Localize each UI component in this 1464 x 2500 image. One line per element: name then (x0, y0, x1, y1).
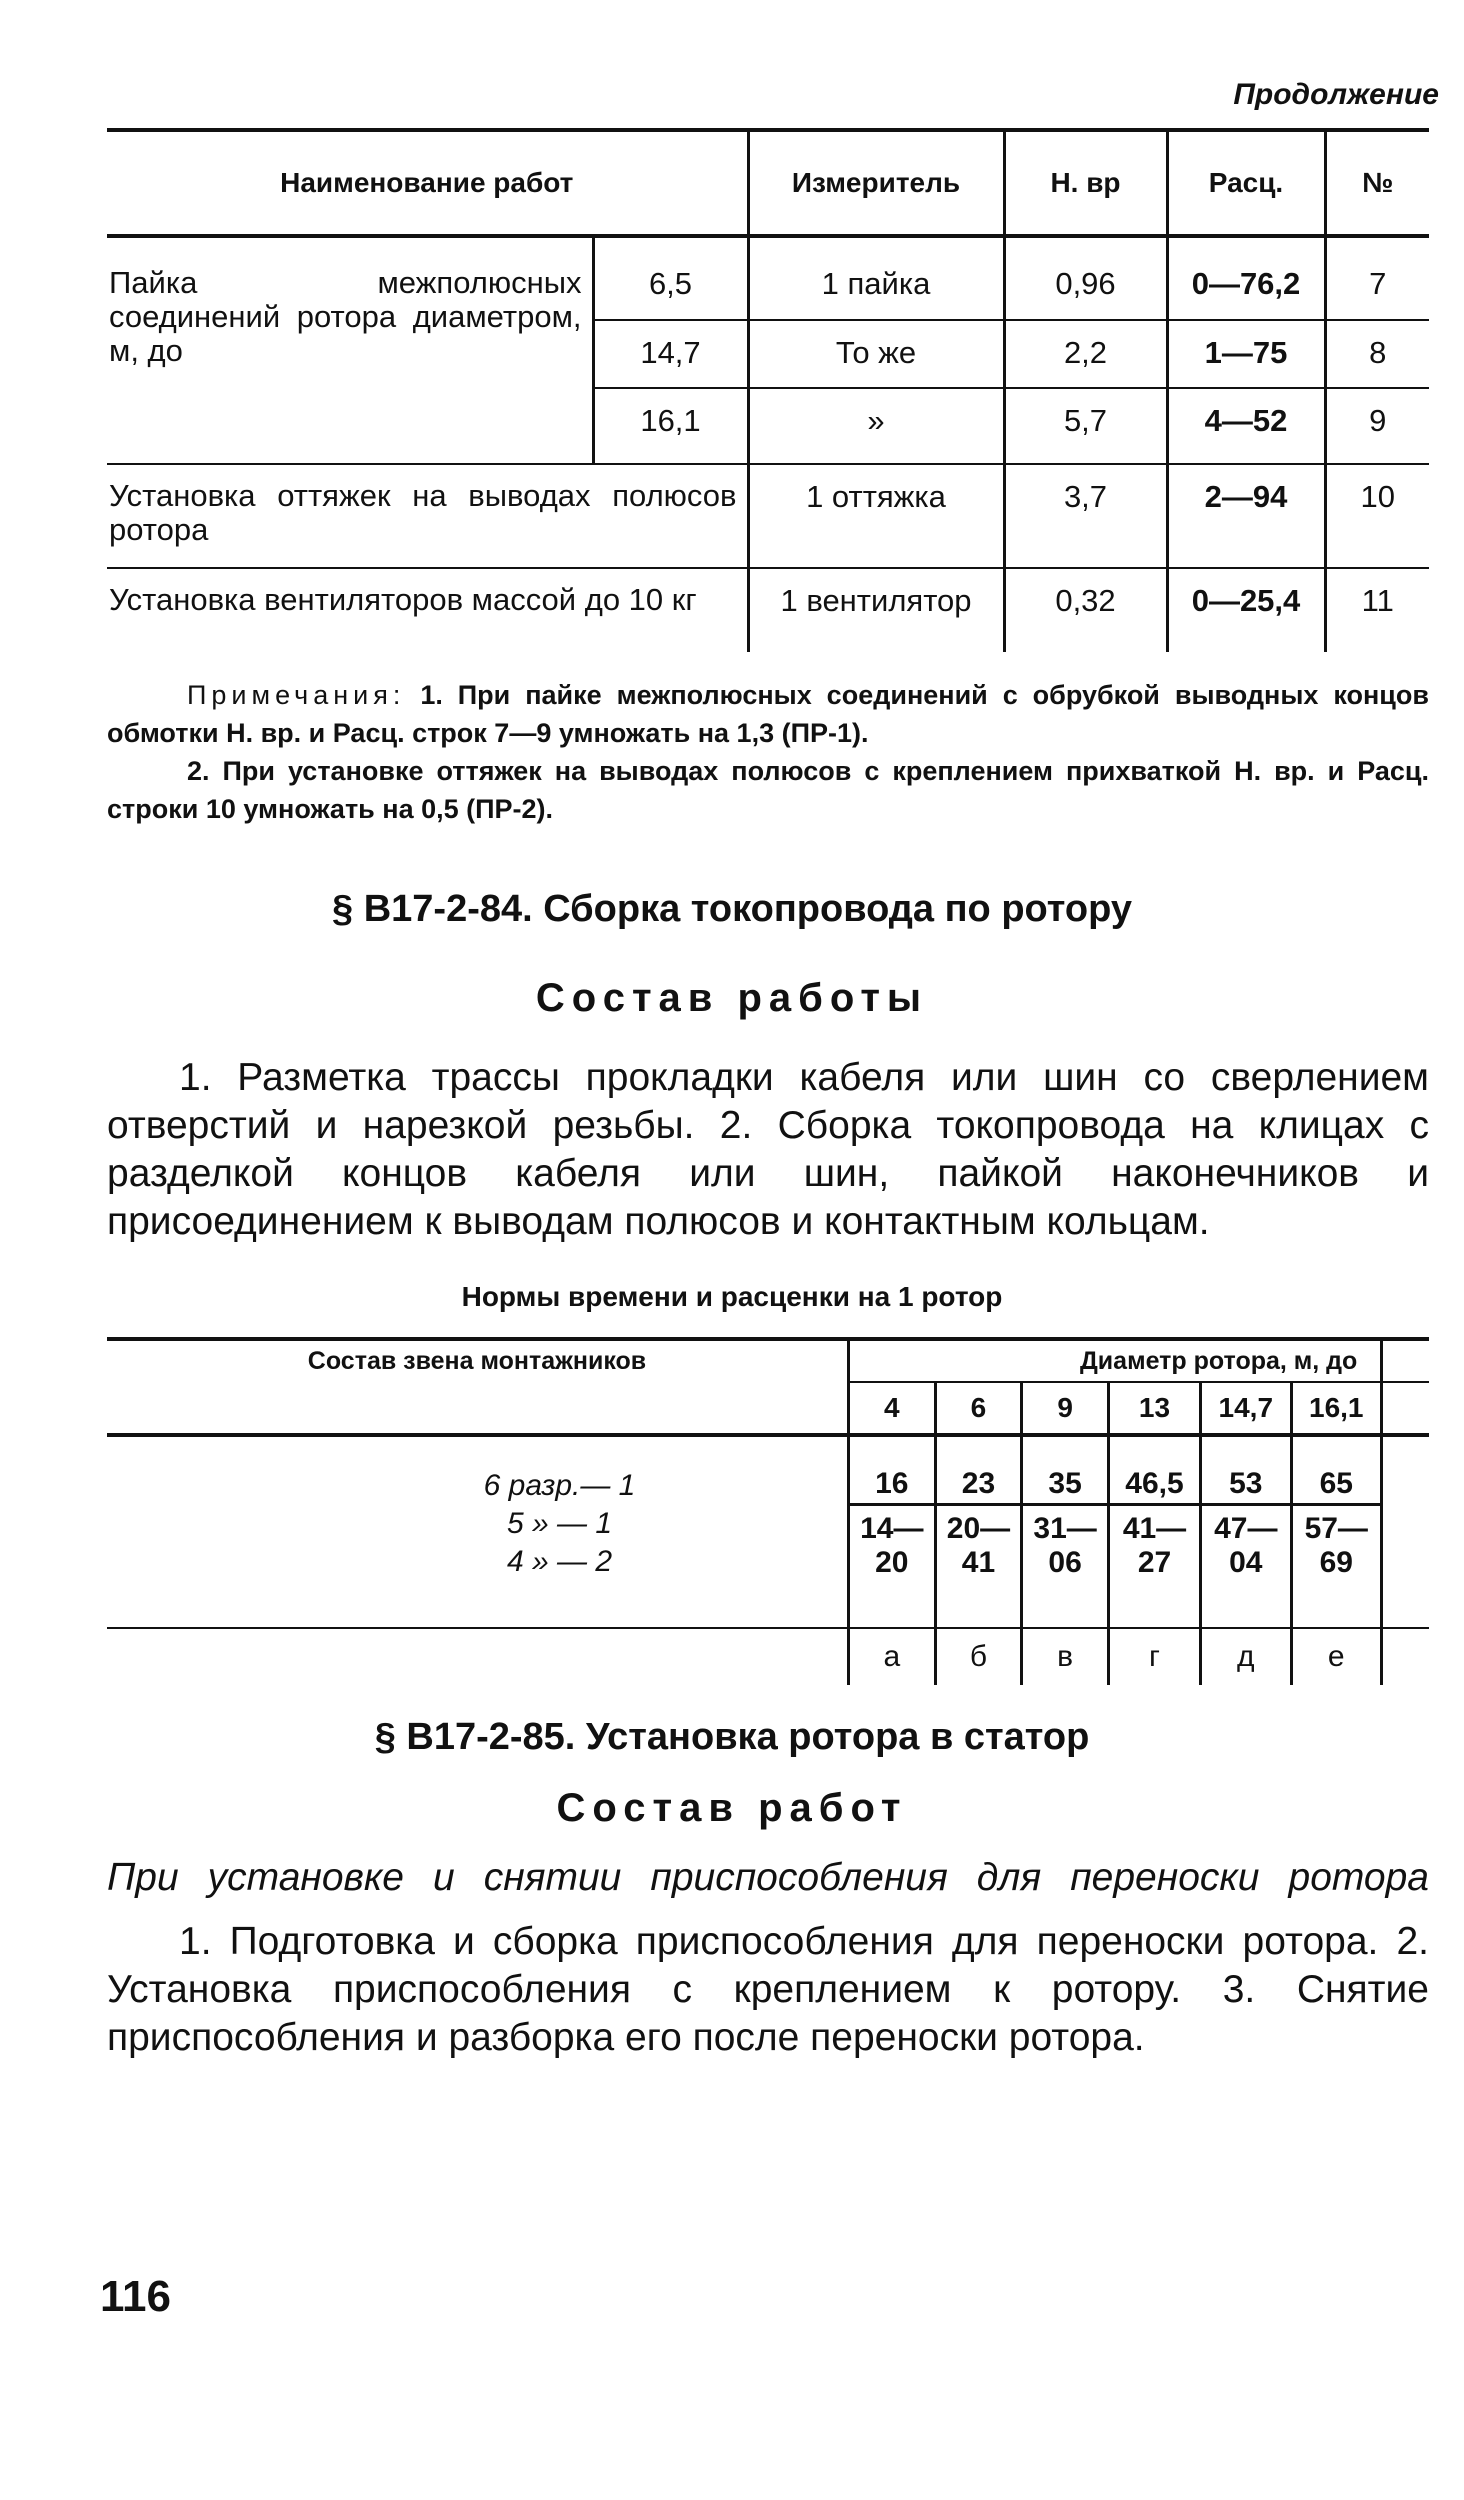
column-letter: е (1291, 1628, 1382, 1685)
section-85-text (107, 1918, 1429, 2062)
nvr-cell: 3,7 (1004, 464, 1167, 568)
norm-value: 35 (1023, 1467, 1107, 1506)
norm-value: 23 (937, 1467, 1021, 1506)
section-84-subtitle: Состав работы (535, 976, 929, 1020)
diameter-cell: 6,5 (593, 236, 748, 320)
rate-cell: 1—75 (1167, 320, 1325, 388)
nvr-cell: 0,96 (1004, 236, 1167, 320)
diameter-header: 9 (1022, 1382, 1109, 1435)
norm-cell (1201, 1435, 1291, 1628)
col-header-nvr: Н. вр (1004, 130, 1167, 236)
diameter-header: 6 (935, 1382, 1022, 1435)
works-table (107, 128, 1429, 652)
column-letter: в (1022, 1628, 1109, 1685)
col-header-no: № (1362, 167, 1394, 198)
number-cell: 10 (1360, 479, 1395, 514)
unit-cell: » (748, 388, 1004, 464)
number-cell: 7 (1369, 266, 1387, 301)
section-84-text (107, 1054, 1429, 1246)
norms-table-title: Нормы времени и расценки на 1 ротор (461, 1281, 1003, 1312)
work-name: Установка вентиляторов массой до 10 кг (107, 568, 748, 652)
col-header-rate: Расц. (1167, 130, 1325, 236)
column-letter: а (849, 1628, 936, 1685)
work-name: Установка оттяжек на выводах полюсов ротора (107, 464, 748, 568)
column-letter: д (1201, 1628, 1291, 1685)
unit-cell: То же (748, 320, 1004, 388)
crew-line: 4 » — 2 (506, 1545, 613, 1578)
rate-value: 31—06 (1033, 1512, 1097, 1579)
norm-value: 65 (1293, 1467, 1381, 1506)
crew-header: Состав звена монтажников (107, 1339, 849, 1435)
note-2: 2. При установке оттяжек на выводах полюсов с креплением прихваткой Н. вр. и Расц. строки 10 умножать на 0,5 (ПР-2). (107, 756, 1429, 824)
rate-value: 14—20 (860, 1512, 924, 1579)
diameter-group-header: Диаметр ротора, м, до (849, 1339, 1382, 1382)
crew-line: 6 разр.— 1 (483, 1469, 636, 1502)
diameter-cell: 16,1 (593, 388, 748, 464)
work-name: Пайка межполюсных соединений ротора диаметром, м, до (107, 236, 593, 464)
number-cell: 8 (1369, 335, 1387, 370)
rate-value: 20—41 (946, 1512, 1011, 1579)
rate-cell: 0—25,4 (1167, 568, 1325, 652)
page-number: 116 (100, 2272, 171, 2321)
nvr-cell: 5,7 (1004, 388, 1167, 464)
rate-cell: 0—76,2 (1167, 236, 1325, 320)
section-85-italic: При установке и снятии приспособления для переноски ротора (107, 1856, 1429, 1899)
section-84-paragraph: 1. Разметка трассы прокладки кабеля или шин со сверлением отверстий и нарезкой резьбы. 2. Сборка токопровода на клицах с разделкой концов кабеля или шин, пайкой наконечников и присоединением к выводам полюсов и контактным кольцам. (107, 1056, 1429, 1243)
norms-table (107, 1337, 1429, 1685)
unit-cell: 1 пайка (748, 236, 1004, 320)
nvr-cell: 0,32 (1004, 568, 1167, 652)
col-header-name: Наименование работ (107, 130, 748, 236)
column-letter: б (935, 1628, 1022, 1685)
header-spacer (1382, 1339, 1430, 1382)
table-row (107, 236, 1429, 320)
rate-value: 41—27 (1122, 1512, 1187, 1579)
letters-row (107, 1628, 1429, 1685)
diameter-header: 4 (849, 1382, 936, 1435)
row-spacer (1382, 1435, 1430, 1628)
unit-cell: 1 оттяжка (748, 464, 1004, 568)
norm-cell (935, 1435, 1022, 1628)
norm-value: 53 (1202, 1467, 1289, 1506)
notes-label: Примечания: (187, 680, 406, 710)
continuation-label: Продолжение (1233, 78, 1439, 111)
section-85-paragraph: 1. Подготовка и сборка приспособления для переноски ротора. 2. Установка приспособления с креплением к ротору. 3. Снятие приспособления и разборка его после переноски ротора. (107, 1920, 1429, 2059)
letters-spacer (107, 1628, 849, 1685)
col-header-unit: Измеритель (748, 130, 1004, 236)
table-row (107, 464, 1429, 568)
rate-cell: 4—52 (1167, 388, 1325, 464)
number-cell: 9 (1369, 403, 1387, 438)
section-85-title: § В17-2-85. Установка ротора в статор (374, 1716, 1090, 1758)
table-header (107, 130, 1429, 236)
rate-value: 47—04 (1214, 1512, 1278, 1579)
unit-cell: 1 вентилятор (748, 568, 1004, 652)
crew-line: 5 » — 1 (506, 1507, 613, 1540)
number-cell: 11 (1361, 583, 1394, 618)
rate-value: 57—69 (1304, 1512, 1368, 1579)
table-row (107, 1435, 1429, 1628)
table-row (107, 568, 1429, 652)
norm-cell (849, 1435, 936, 1628)
diameter-header: 16,1 (1291, 1382, 1382, 1435)
diameter-header: 14,7 (1201, 1382, 1291, 1435)
norm-value: 16 (850, 1467, 934, 1506)
header-spacer (1382, 1382, 1430, 1435)
table-header (107, 1339, 1429, 1382)
norm-value: 46,5 (1110, 1467, 1199, 1506)
notes (107, 676, 1429, 828)
column-letter: г (1108, 1628, 1200, 1685)
diameter-cell: 14,7 (593, 320, 748, 388)
nvr-cell: 2,2 (1004, 320, 1167, 388)
diameter-header: 13 (1108, 1382, 1200, 1435)
section-84-title: § В17-2-84. Сборка токопровода по ротору (332, 888, 1132, 930)
rate-cell: 2—94 (1167, 464, 1325, 568)
letters-spacer (1382, 1628, 1430, 1685)
norm-cell (1291, 1435, 1382, 1628)
section-85-subtitle: Состав работ (556, 1786, 908, 1830)
crew-composition (107, 1435, 849, 1628)
norm-cell (1022, 1435, 1109, 1628)
note-1: 1. При пайке межполюсных соединений с обрубкой выводных концов обмотки Н. вр. и Расц. строк 7—9 умножать на 1,3 (ПР-1). (107, 680, 1429, 748)
norm-cell (1108, 1435, 1200, 1628)
